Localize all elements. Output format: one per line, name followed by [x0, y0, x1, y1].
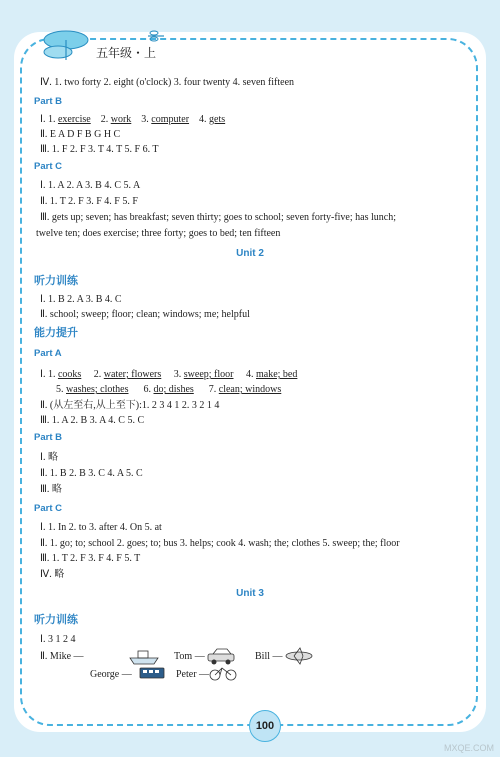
- answer-line: Ⅲ. gets up; seven; has breakfast; seven thirty; goes to school; seven forty-five; has lunch;: [40, 212, 396, 223]
- answer-line: Bill —: [255, 651, 283, 662]
- section-heading: Part C: [34, 161, 62, 172]
- answer-line: 5. washes; clothes 6. do; dishes 7. clean; windows: [56, 384, 282, 395]
- section-heading: 能力提升: [34, 326, 78, 339]
- section-heading: Part C: [34, 503, 62, 514]
- answer-line: Ⅳ. 1. two forty 2. eight (o'clock) 3. four twenty 4. seven fifteen: [40, 77, 295, 88]
- page-number: 100: [249, 710, 281, 742]
- section-heading: Part A: [34, 348, 62, 359]
- answer-line: Ⅱ. 1. B 2. B 3. C 4. A 5. C: [40, 468, 143, 479]
- answer-line: Ⅰ. 1. exercise 2. work 3. computer 4. gets: [40, 114, 226, 125]
- answer-line: Peter —: [176, 669, 210, 680]
- answer-line: George —: [90, 669, 132, 680]
- answer-line: Ⅰ. 1. B 2. A 3. B 4. C: [40, 294, 122, 305]
- bus-icon: [138, 664, 166, 682]
- answer-line: Ⅰ. 1. cooks 2. water; flowers 3. sweep; floor 4. make; bed: [40, 369, 298, 380]
- answer-line: Ⅱ. Mike —: [40, 651, 84, 662]
- answer-line: twelve ten; does exercise; three forty; goes to bed; ten fifteen: [36, 228, 281, 239]
- ship-icon: [128, 646, 160, 666]
- answer-line: Ⅲ. 1. T 2. F 3. F 4. F 5. T: [40, 553, 141, 564]
- answer-line: Ⅲ. 略: [40, 484, 62, 495]
- answer-line: Ⅳ. 略: [40, 569, 65, 580]
- answer-line: Tom —: [174, 651, 205, 662]
- lotus-leaf-icon: [40, 22, 100, 62]
- answer-line: Ⅱ. 1. go; to; school 2. goes; to; bus 3. helps; cook 4. wash; the; clothes 5. sweep; the; floor: [40, 538, 400, 549]
- answer-line: Ⅲ. 1. A 2. B 3. A 4. C 5. C: [40, 415, 145, 426]
- section-heading: Part B: [34, 96, 62, 107]
- answer-line: Ⅰ. 1. In 2. to 3. after 4. On 5. at: [40, 522, 162, 533]
- answer-line: Ⅱ. (从左至右,从上至下):1. 2 3 4 1 2. 3 2 1 4: [40, 400, 220, 411]
- car-icon: [206, 646, 236, 666]
- answer-line: Ⅰ. 3 1 2 4: [40, 634, 76, 645]
- answer-line: Ⅰ. 1. A 2. A 3. B 4. C 5. A: [40, 180, 141, 191]
- plane-icon: [284, 646, 314, 666]
- dragonfly-icon: [146, 28, 166, 44]
- answer-line: Ⅱ. school; sweep; floor; clean; windows; me; helpful: [40, 309, 250, 320]
- section-heading: 听力训练: [34, 274, 78, 287]
- dashed-border: [20, 38, 478, 726]
- grade-label: 五年级・上: [96, 46, 157, 60]
- answer-line: Ⅲ. 1. F 2. F 3. T 4. T 5. F 6. T: [40, 144, 159, 155]
- bike-icon: [208, 664, 238, 682]
- section-heading: Part B: [34, 432, 62, 443]
- watermark: MXQE.COM: [443, 743, 494, 753]
- answer-line: Ⅱ. E A D F B G H C: [40, 129, 121, 140]
- unit-title: Unit 3: [236, 588, 264, 599]
- section-heading: 听力训练: [34, 613, 78, 626]
- answer-line: Ⅱ. 1. T 2. F 3. F 4. F 5. F: [40, 196, 138, 207]
- unit-title: Unit 2: [236, 248, 264, 259]
- answer-line: Ⅰ. 略: [40, 452, 58, 463]
